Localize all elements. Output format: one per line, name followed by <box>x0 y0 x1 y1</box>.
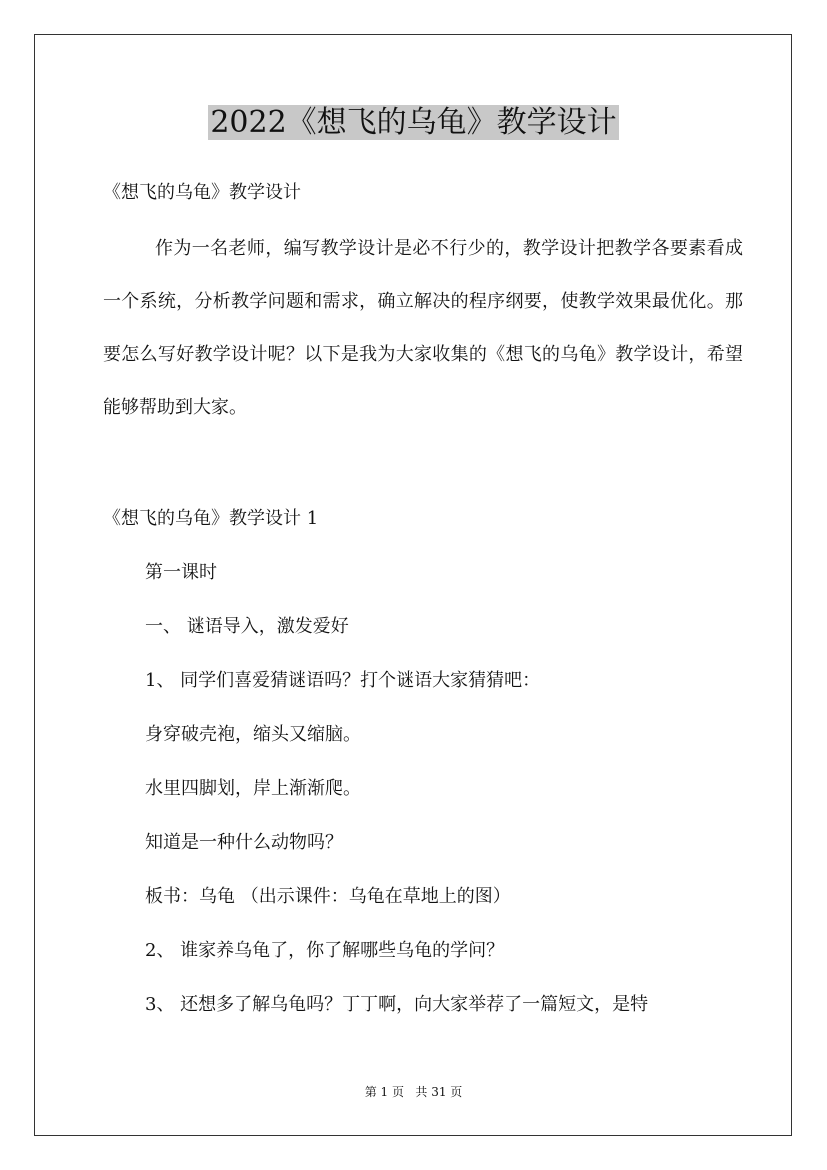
board-note: 板书：乌龟 （出示课件：乌龟在草地上的图） <box>145 886 511 907</box>
list-item-1: 1、 同学们喜爱猜谜语吗？打个谜语大家猜猜吧： <box>145 670 541 691</box>
section-heading: 《想飞的乌龟》教学设计 1 <box>103 508 319 529</box>
document-title-text: 2022《想飞的乌龟》教学设计 <box>210 105 617 140</box>
document-subtitle: 《想飞的乌龟》教学设计 <box>103 182 301 203</box>
document-title <box>0 103 827 143</box>
riddle-question: 知道是一种什么动物吗？ <box>145 832 343 853</box>
riddle-line-2: 水里四脚划，岸上渐渐爬。 <box>145 778 361 799</box>
riddle-line-1: 身穿破壳袍，缩头又缩脑。 <box>145 724 361 745</box>
step-one-heading: 一、 谜语导入，激发爱好 <box>145 616 349 637</box>
list-item-3: 3、 还想多了解乌龟吗？丁丁啊，向大家举荐了一篇短文，是特 <box>145 994 649 1015</box>
list-item-2: 2、 谁家养乌龟了，你了解哪些乌龟的学问？ <box>145 940 505 961</box>
intro-paragraph: 作为一名老师，编写教学设计是必不行少的，教学设计把教学各要素看成一个系统，分析教学问题和需求，确立解决的程序纲要，使教学效果最优化。那要怎么写好教学设计呢？以下是我为大家收集的《想飞的乌龟》教学设计，希望能够帮助到大家。 <box>103 238 743 418</box>
page-footer: 第 1 页 共 31 页 <box>364 1085 463 1099</box>
lesson-label: 第一课时 <box>145 562 217 583</box>
